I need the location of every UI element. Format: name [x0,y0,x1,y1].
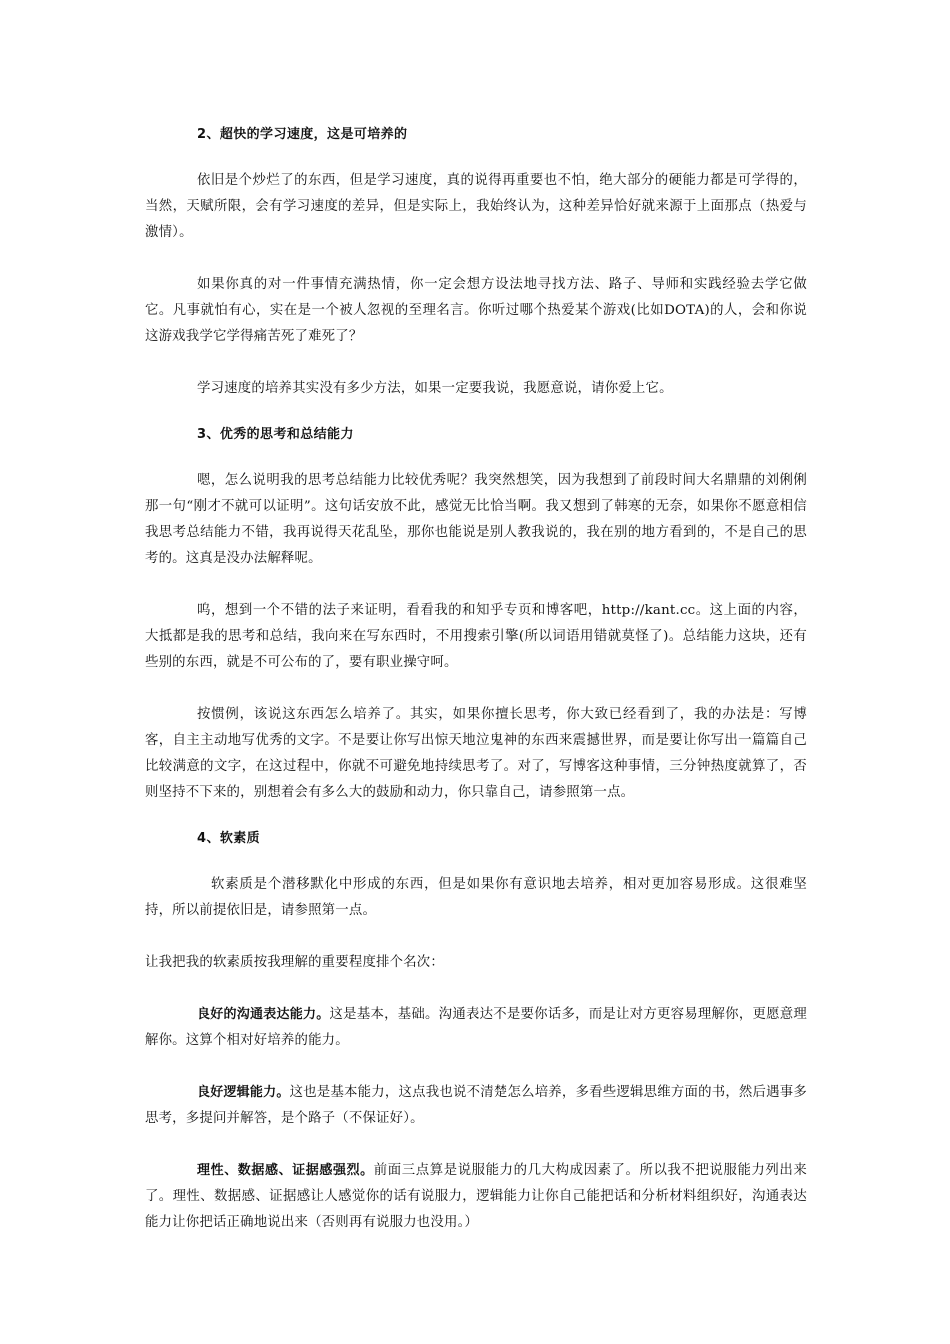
section-heading-3: 3、优秀的思考和总结能力 [197,427,354,442]
paragraph: 如果你真的对一件事情充满热情，你一定会想方设法地寻找方法、路子、导师和实践经验去学它做它。凡事就怕有心，实在是一个被人忽视的至理名言。你听过哪个热爱某个游戏(比如DOTA)的人，会和你说这游戏我学它学得痛苦死了难死了？ [145,277,807,344]
quality-item-title: 良好逻辑能力。 [197,1085,290,1100]
quality-item-text: 这也是基本能力，这点我也说不清楚怎么培养，多看些逻辑思维方面的书，然后遇事多思考，多提问并解答，是个路子（不保证好）。 [145,1085,807,1126]
quality-item-title: 良好的沟通表达能力。 [197,1007,330,1022]
paragraph: 依旧是个炒烂了的东西，但是学习速度，真的说得再重要也不怕，绝大部分的硬能力都是可学得的，当然，天赋所限，会有学习速度的差异，但是实际上，我始终认为，这种差异恰好就来源于上面那点（热爱与激情）。 [145,173,807,240]
paragraph: 呜，想到一个不错的法子来证明，看看我的和知乎专页和博客吧，http://kant.cc。这上面的内容，大抵都是我的思考和总结，我向来在写东西时，不用搜索引擎(所以词语用错就莫怪了)。总结能力这块，还有些别的东西，就是不可公布的了，要有职业操守呵。 [145,603,807,670]
quality-item-text: 这是基本，基础。沟通表达不是要你话多，而是让对方更容易理解你，更愿意理解你。这算个相对好培养的能力。 [145,1007,807,1048]
section-heading-2: 2、超快的学习速度，这是可培养的 [197,127,408,142]
quality-item [145,1002,807,1054]
paragraph: 学习速度的培养其实没有多少方法，如果一定要我说，我愿意说，请你爱上它。 [197,381,673,396]
paragraph: 按惯例，该说这东西怎么培养了。其实，如果你擅长思考，你大致已经看到了，我的办法是：写博客，自主主动地写优秀的文字。不是要让你写出惊天地泣鬼神的东西来震撼世界，而是要让你写出一篇篇自己比较满意的文字，在这过程中，你就不可避免地持续思考了。对了，写博客这种事情，三分钟热度就算了，否则坚持不下来的，别想着会有多么大的鼓励和动力，你只靠自己，请参照第一点。 [145,707,807,800]
quality-item [145,1080,807,1132]
paragraph: 软素质是个潜移默化中形成的东西，但是如果你有意识地去培养，相对更加容易形成。这很难坚持，所以前提依旧是，请参照第一点。 [145,877,807,918]
document-page [145,122,807,1236]
quality-item-text: 前面三点算是说服能力的几大构成因素了。所以我不把说服能力列出来了。理性、数据感、证据感让人感觉你的话有说服力，逻辑能力让你自己能把话和分析材料组织好，沟通表达能力让你把话正确地说出来（否则再有说服力也没用。） [145,1163,807,1230]
quality-item [145,1158,807,1236]
quality-item-title: 理性、数据感、证据感强烈。 [197,1163,374,1178]
section-heading-4: 4、软素质 [197,831,261,846]
paragraph: 让我把我的软素质按我理解的重要程度排个名次： [145,955,444,970]
paragraph: 嗯，怎么说明我的思考总结能力比较优秀呢？我突然想笑，因为我想到了前段时间大名鼎鼎的刘俐俐那一句“刚才不就可以证明”。这句话安放不此，感觉无比恰当啊。我又想到了韩寒的无奈，如果你不愿意相信我思考总结能力不错，我再说得天花乱坠，那你也能说是别人教我说的，我在别的地方看到的，不是自己的思考的。这真是没办法解释呢。 [145,473,807,566]
